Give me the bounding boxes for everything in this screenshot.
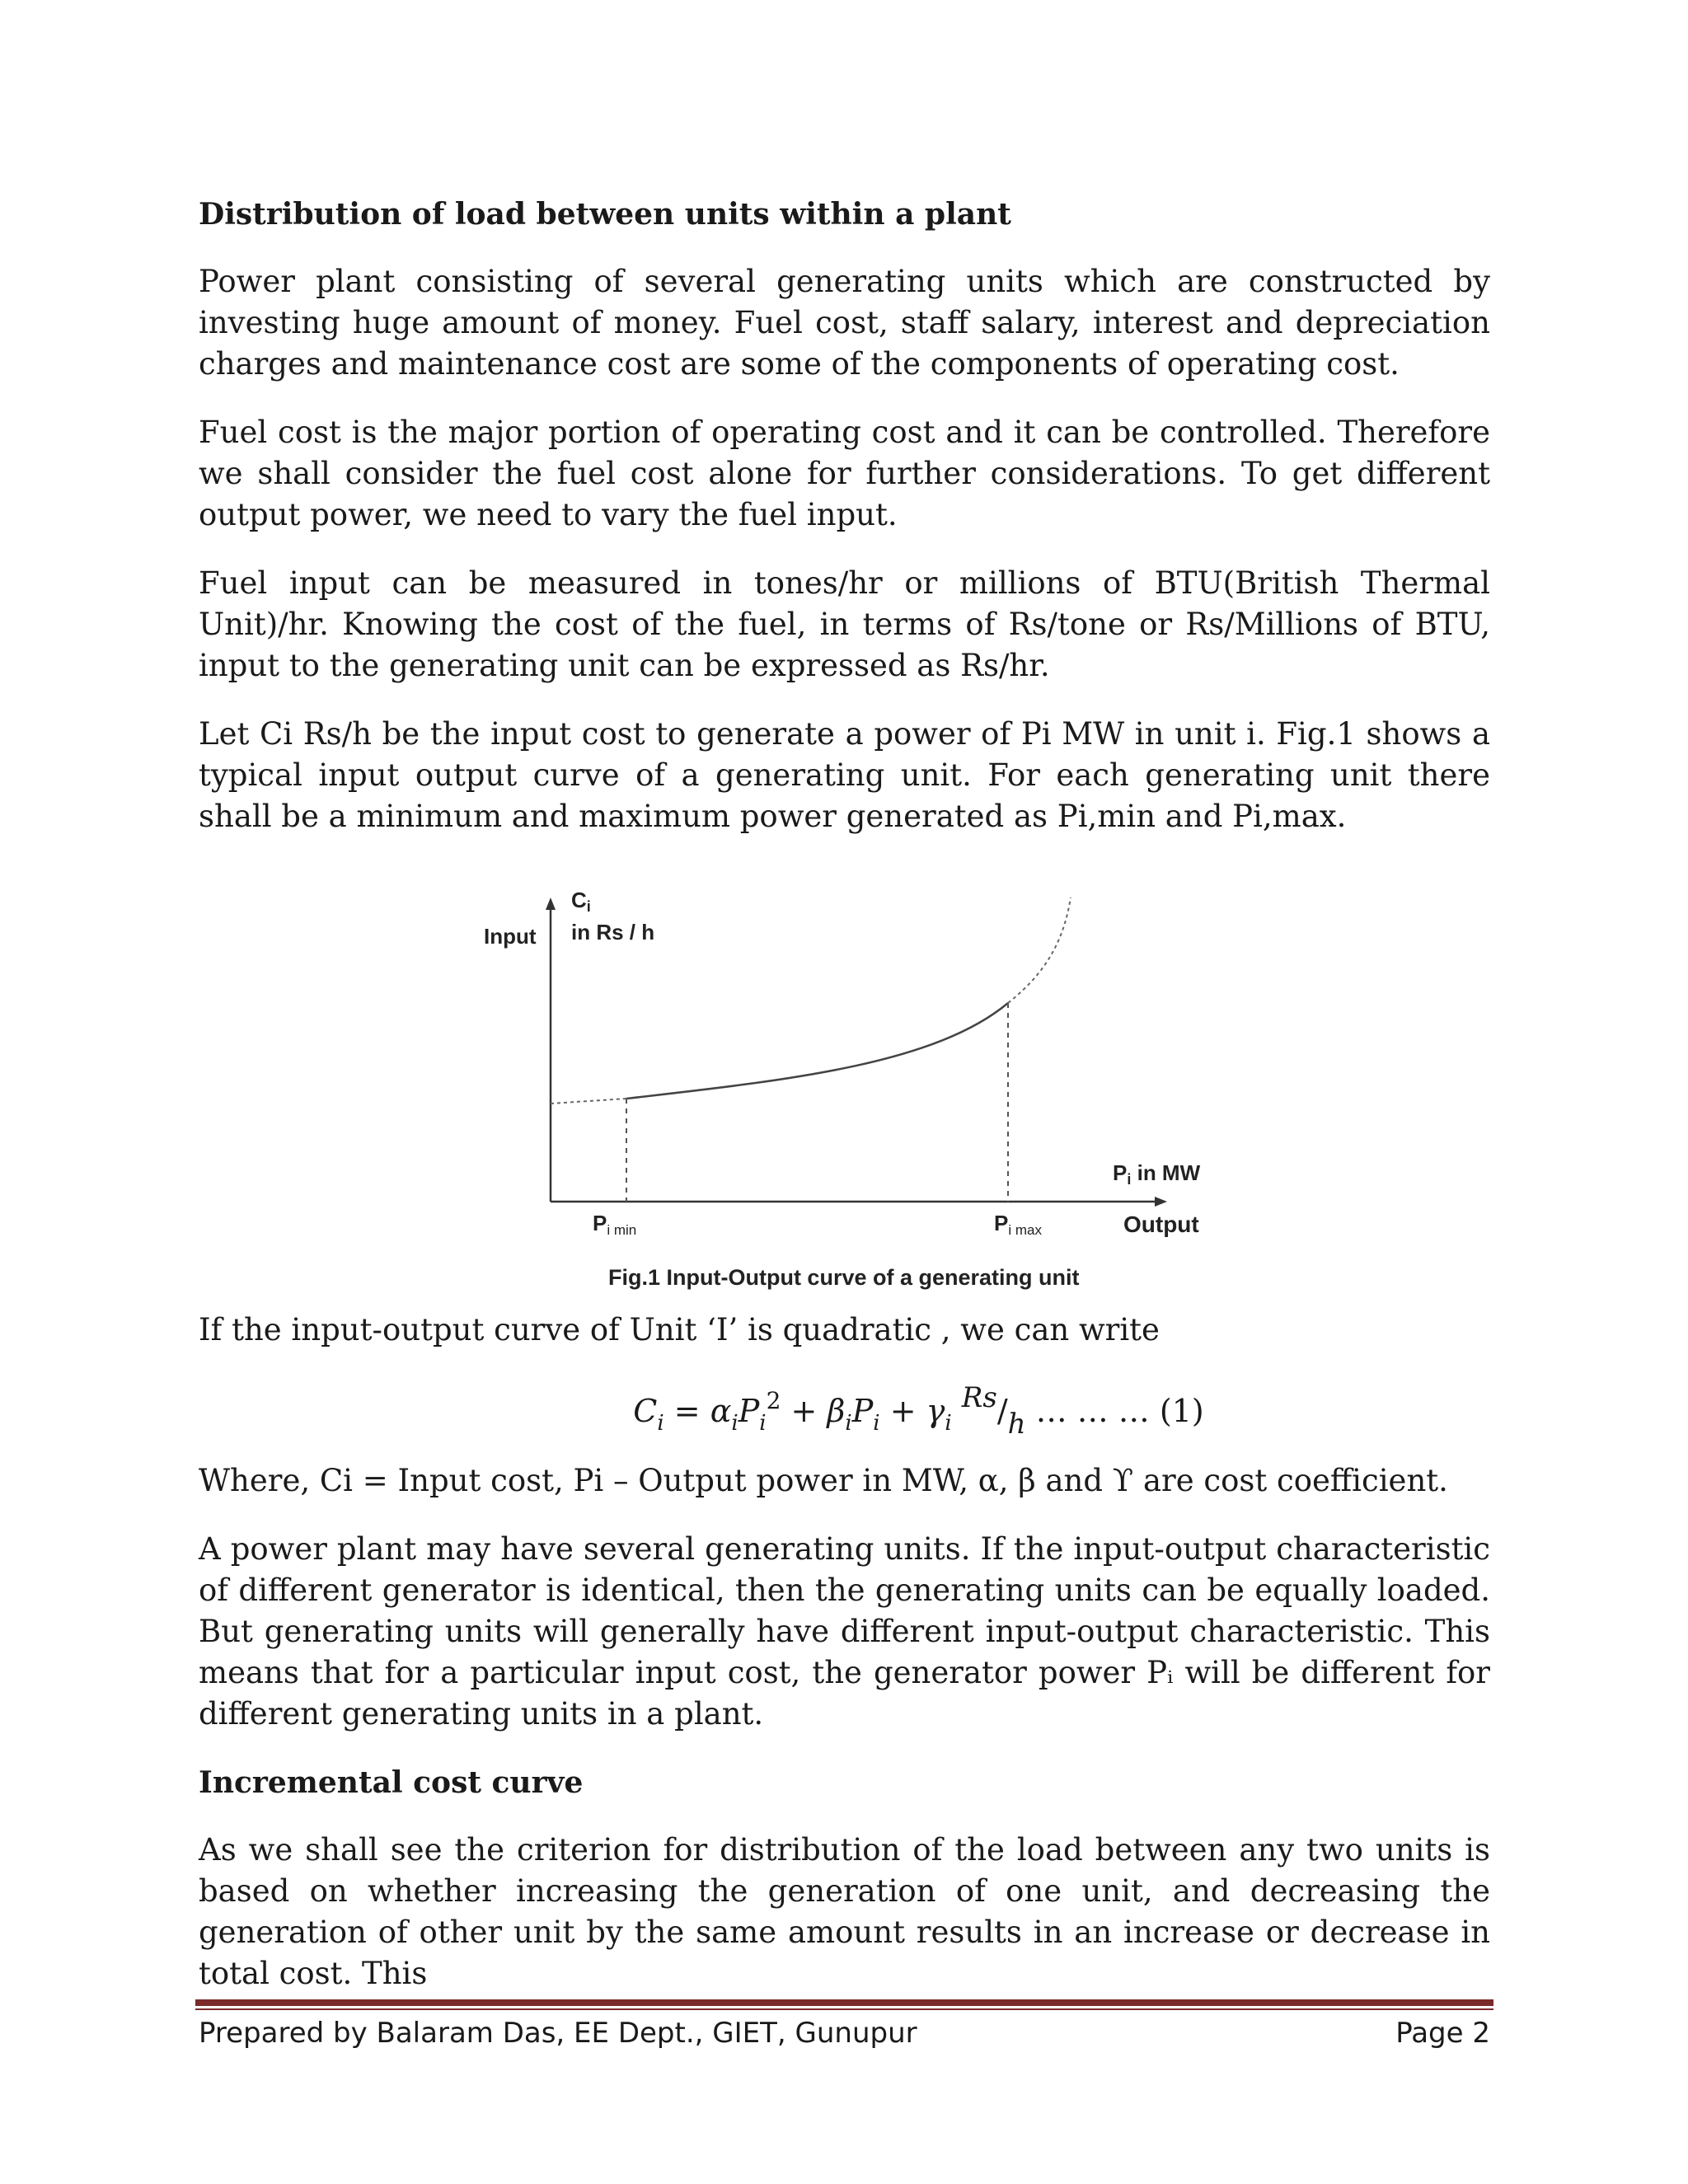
eq-alpha-sub: i (731, 1411, 738, 1436)
eq-p2: P (851, 1393, 874, 1429)
eq-unit-slash: / (996, 1393, 1008, 1429)
eq-unit-num: Rs (961, 1381, 997, 1414)
paragraph-4: Let Ci Rs/h be the input cost to generate a power of Pi MW in unit i. Fig.1 shows a typical input output curve of a generating unit. For each generating unit there shall be a minimum and maximum power generated as Pi,min and Pi,max. (199, 716, 1490, 834)
y-axis-symbol: Ci (571, 888, 591, 915)
curve-dashed-end (1008, 898, 1071, 1003)
units-paragraph: A power plant may have several generating units. If the input-output characteristic of different generator is identical, then the generating units can be equally loaded. But generating units will generally have different input-output characteristic. This means that for a particular input cost, the generator power Pᵢ will be different for different generating units in a plant. (199, 1531, 1490, 1732)
incremental-paragraph: As we shall see the criterion for distribution of the load between any two units is based on whether increasing the generation of one unit, and decreasing the generation of other unit by the same amount results in an increase or decrease in total cost. This (199, 1832, 1490, 1991)
footer-author: Prepared by Balaram Das, EE Dept., GIET, Gunupur (199, 2017, 917, 2050)
section-heading-distribution: Distribution of load between units within a plant (199, 197, 1011, 232)
curve-dashed-start (551, 1099, 626, 1104)
where-paragraph: Where, Ci = Input cost, Pi – Output power in MW, α, β and ϒ are cost coefficient. (199, 1463, 1448, 1498)
footer-rule-thin (195, 2008, 1493, 2010)
paragraph-3: Fuel input can be measured in tones/hr or millions of BTU(British Thermal Unit)/hr. Knowing the cost of the fuel, in terms of Rs/tone or Rs/Millions of BTU, input to the generating unit can be expressed as Rs/hr. (199, 565, 1490, 683)
footer-page-number: Page 2 (1395, 2017, 1490, 2050)
eq-p1: P (738, 1393, 760, 1429)
eq-beta: β (827, 1393, 846, 1429)
eq-plus2: + (879, 1393, 926, 1429)
eq-beta-sub: i (845, 1411, 852, 1436)
input-output-figure (199, 865, 1490, 1310)
x-axis-arrow-icon (1155, 1197, 1167, 1207)
x-axis-symbol: Pi in MW (1113, 1160, 1201, 1188)
eq-lhs-sub: i (657, 1411, 664, 1436)
y-axis-arrow-icon (546, 898, 556, 910)
pmin-label: Pi min (593, 1211, 637, 1238)
page-content (199, 194, 1490, 2022)
page-footer (199, 2013, 1490, 2054)
paragraph-1: Power plant consisting of several generating units which are constructed by investing huge amount of money. Fuel cost, staff salary, interest and depreciation charges and maintenance cost are some of the components of operating cost. (199, 264, 1490, 382)
cost-equation (199, 1378, 1490, 1444)
equation-intro: If the input-output curve of Unit ‘I’ is quadratic , we can write (199, 1312, 1160, 1347)
eq-unit-den: h (1007, 1408, 1026, 1441)
eq-gamma: γ (926, 1393, 945, 1429)
eq-lhs: C (633, 1393, 658, 1429)
x-axis-label: Output (1123, 1212, 1199, 1237)
eq-p2-sub: i (873, 1411, 880, 1436)
y-axis-label: Input (484, 924, 537, 949)
section-heading-incremental: Incremental cost curve (199, 1765, 584, 1800)
paragraph-2: Fuel cost is the major portion of operating cost and it can be controlled. Therefore we shall consider the fuel cost alone for further considerations. To get different output power, we need to vary the fuel input. (199, 415, 1490, 532)
pmax-label: Pi max (994, 1211, 1042, 1238)
eq-p1-sup: 2 (766, 1387, 781, 1414)
input-output-curve (626, 1003, 1008, 1099)
footer-rule (195, 1999, 1493, 2006)
eq-tail: … … … (1) (1025, 1393, 1204, 1429)
eq-equals: = (663, 1393, 710, 1429)
figure-caption: Fig.1 Input-Output curve of a generating unit (608, 1265, 1080, 1290)
input-output-curve-diagram (199, 865, 1490, 1310)
eq-p1-sub: i (759, 1411, 767, 1436)
eq-alpha: α (710, 1393, 732, 1429)
y-axis-unit: in Rs / h (571, 920, 655, 944)
eq-plus1: + (781, 1393, 828, 1429)
eq-gamma-sub: i (945, 1411, 952, 1436)
